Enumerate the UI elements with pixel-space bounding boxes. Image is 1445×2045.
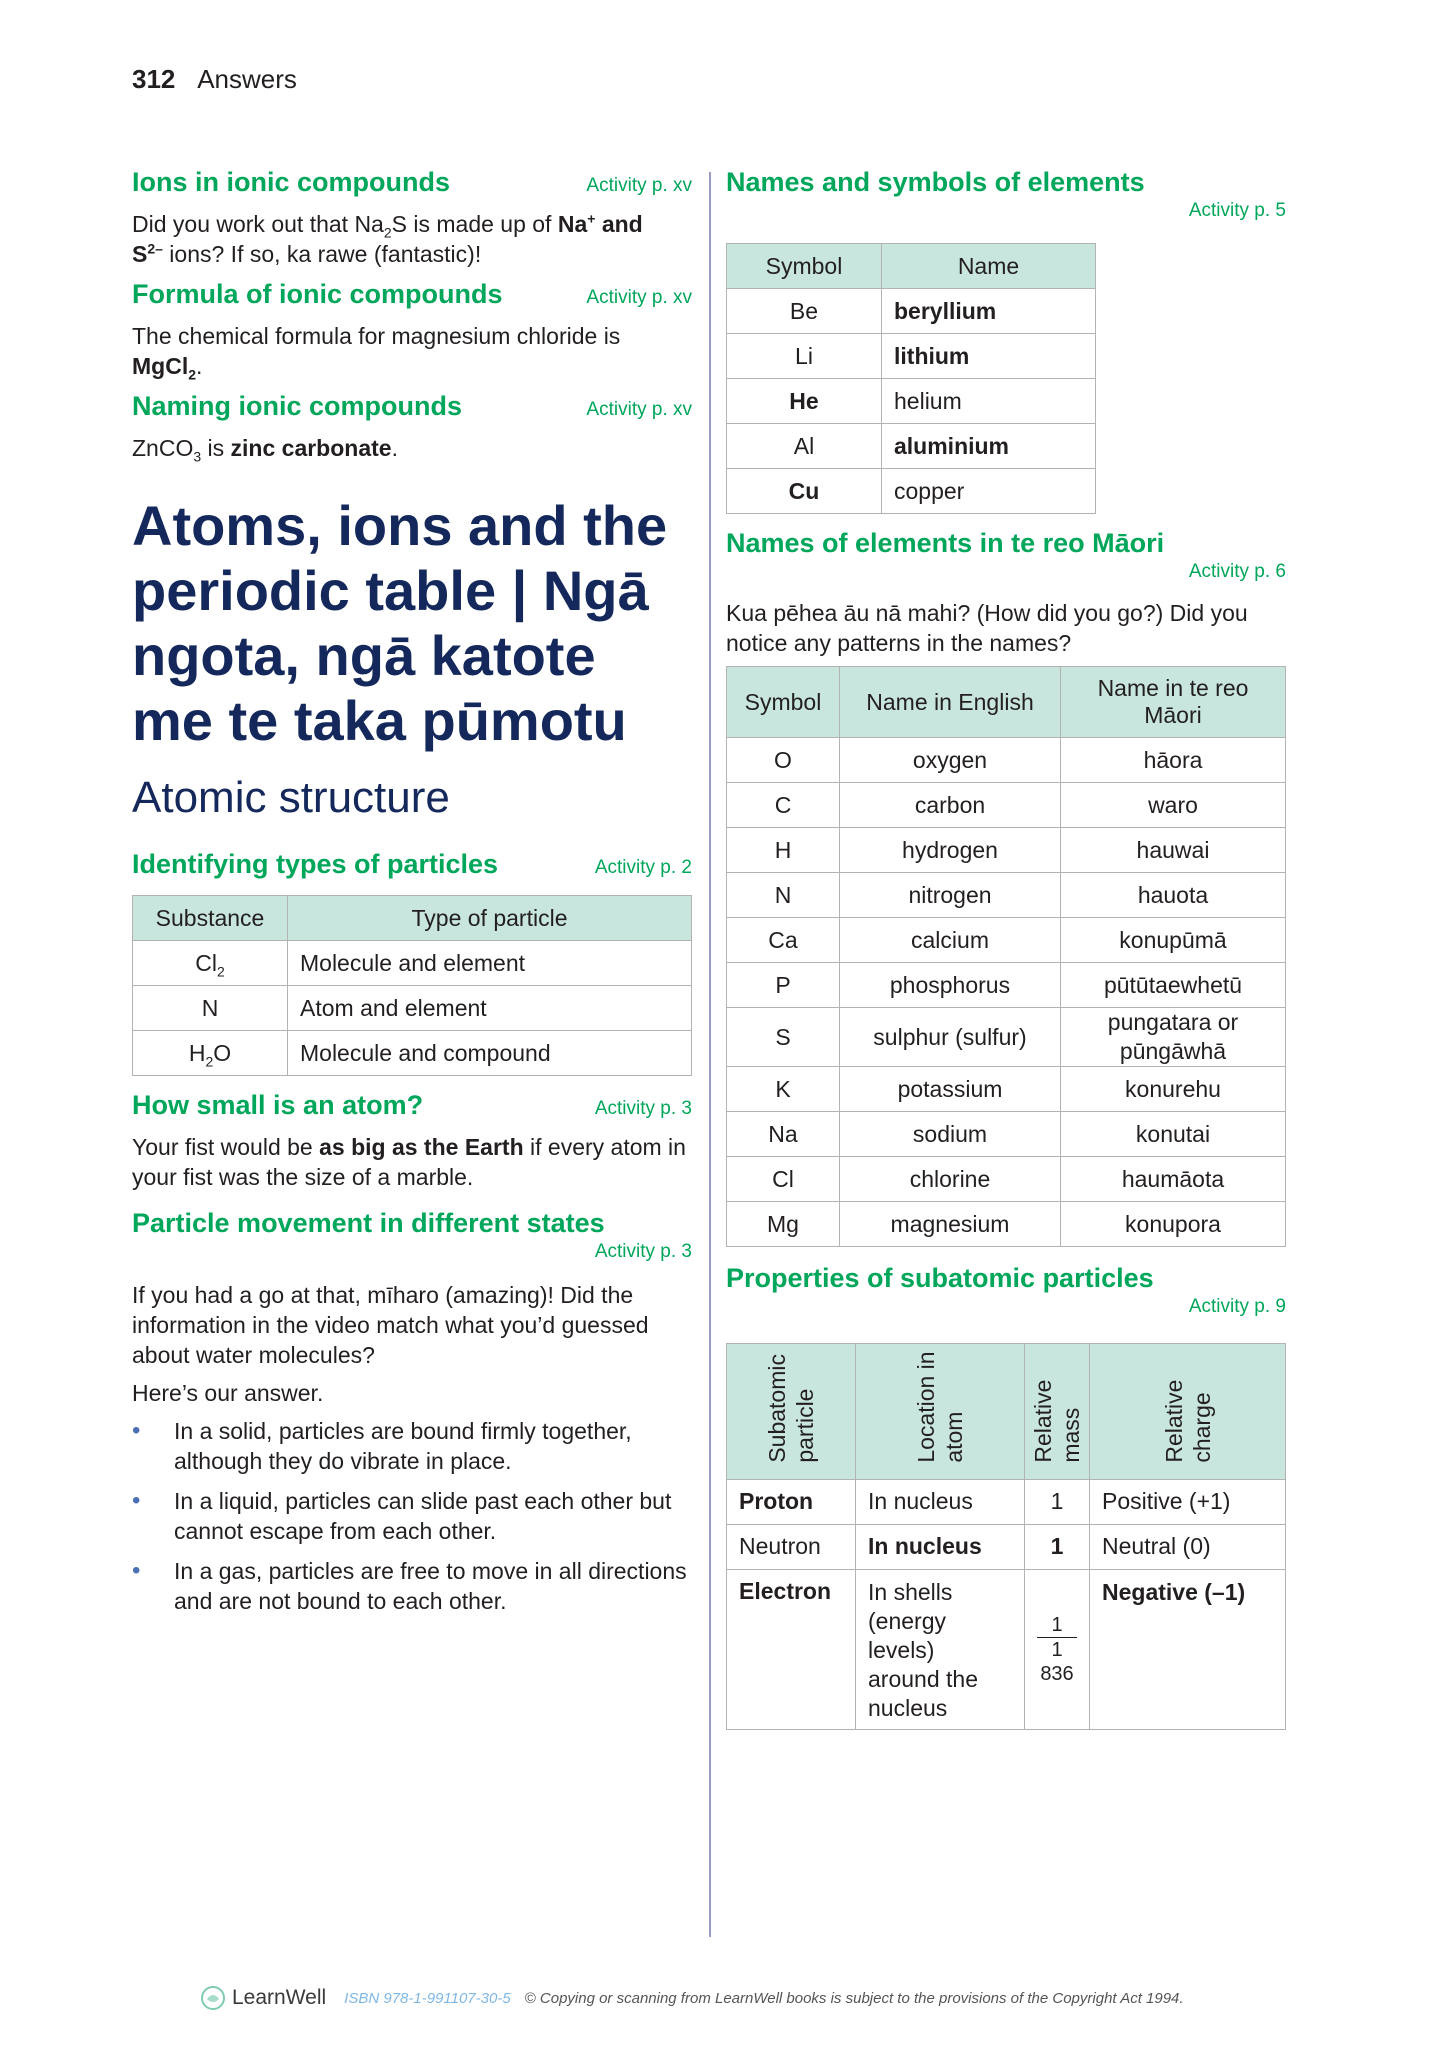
section-title: How small is an atom? (132, 1090, 424, 1120)
subchapter-title: Atomic structure (132, 773, 450, 822)
symbol-cell: Li (727, 334, 882, 379)
maori-names-table (726, 666, 1286, 1247)
english-name-cell: sulphur (sulfur) (840, 1008, 1061, 1067)
table-row (727, 963, 1286, 1008)
english-name-cell: chlorine (840, 1157, 1061, 1202)
english-name-cell: oxygen (840, 738, 1061, 783)
movement-lead: Here’s our answer. (132, 1380, 324, 1406)
particle-name-cell: Proton (727, 1479, 856, 1524)
list-item: • In a solid, particles are bound firmly together, although they do vibrate in place. (132, 1417, 632, 1474)
subatomic-table (726, 1343, 1286, 1730)
movement-intro: If you had a go at that, mīharo (amazing)! Did the information in the video match what you’d guessed about water molecules? (132, 1282, 649, 1368)
section-title: Naming ionic compounds (132, 391, 463, 421)
table-header-row (727, 244, 1096, 289)
column-header: Subatomic particle (727, 1344, 856, 1480)
symbol-cell: Al (727, 424, 882, 469)
bullet-icon: • (132, 1487, 141, 1514)
table-row (727, 1067, 1286, 1112)
table-row (727, 783, 1286, 828)
english-name-cell: hydrogen (840, 828, 1061, 873)
symbol-cell: He (727, 379, 882, 424)
maori-name-cell: konupūmā (1061, 918, 1286, 963)
table-row (727, 738, 1286, 783)
activity-ref: Activity p. 2 (594, 857, 692, 878)
list-item: • In a gas, particles are free to move in all directions and are not bound to each other. (132, 1557, 687, 1614)
table-row (727, 1008, 1286, 1067)
charge-cell: Positive (+1) (1090, 1479, 1286, 1524)
column-header: Name (882, 244, 1096, 289)
section-subatomic-title: Properties of subatomic particles (726, 1263, 1154, 1293)
section-symbols-title: Names and symbols of elements (726, 167, 1145, 197)
symbols-table (726, 243, 1096, 514)
mass-cell: 1 (1025, 1479, 1090, 1524)
symbol-cell: Be (727, 289, 882, 334)
column-header: Type of particle (288, 896, 692, 941)
maori-name-cell: konurehu (1061, 1067, 1286, 1112)
bullet-icon: • (132, 1557, 141, 1584)
copyright-notice: © Copying or scanning from LearnWell books is subject to the provisions of the Copyright Act 1994. (524, 1989, 1184, 2007)
activity-ref: Activity p. xv (586, 175, 692, 196)
section-title: Formula of ionic compounds (132, 279, 503, 309)
left-column (132, 165, 692, 1626)
english-name-cell: sodium (840, 1112, 1061, 1157)
substance-cell: N (133, 986, 288, 1031)
name-cell: beryllium (882, 289, 1096, 334)
table-row (727, 334, 1096, 379)
column-header: Name in te reo Māori (1061, 667, 1286, 738)
section-naming-heading (132, 389, 692, 423)
table-header-row (133, 896, 692, 941)
column-header: Symbol (727, 667, 840, 738)
table-header-row (727, 667, 1286, 738)
page-number: 312 (132, 64, 176, 94)
table-row (727, 1479, 1286, 1524)
symbol-cell: Cl (727, 1157, 840, 1202)
activity-ref: Activity p. 6 (1188, 561, 1286, 582)
section-title: Ions in ionic compounds (132, 167, 451, 197)
particle-type-cell: Molecule and compound (288, 1031, 692, 1076)
location-cell: In nucleus (856, 1479, 1025, 1524)
symbol-cell: C (727, 783, 840, 828)
list-item: • In a liquid, particles can slide past each other but cannot escape from each other. (132, 1487, 672, 1544)
substance-cell: $Cl_2$ (133, 941, 288, 986)
symbol-cell: Mg (727, 1202, 840, 1247)
particle-name-cell: Electron (727, 1569, 856, 1729)
table-row (727, 424, 1096, 469)
page-header (132, 64, 297, 95)
activity-ref: Activity p. 9 (1188, 1296, 1286, 1317)
particles-table (132, 895, 692, 1076)
column-header: Relative charge (1090, 1344, 1286, 1480)
table-row (727, 918, 1286, 963)
english-name-cell: potassium (840, 1067, 1061, 1112)
name-cell: lithium (882, 334, 1096, 379)
learnwell-logo: LearnWell (200, 1985, 326, 2011)
symbol-cell: H (727, 828, 840, 873)
right-column (726, 165, 1286, 1742)
english-name-cell: phosphorus (840, 963, 1061, 1008)
column-header: Symbol (727, 244, 882, 289)
table-header-row (727, 1344, 1286, 1480)
location-cell: In shells (energy levels) around the nucleus (856, 1569, 1025, 1729)
section-maori-title: Names of elements in te reo Māori (726, 528, 1165, 558)
movement-bullet-list (132, 1416, 692, 1616)
maori-name-cell: hauwai (1061, 828, 1286, 873)
location-cell: In nucleus (856, 1524, 1025, 1569)
charge-cell: Neutral (0) (1090, 1524, 1286, 1569)
name-cell: aluminium (882, 424, 1096, 469)
particle-name-cell: Neutron (727, 1524, 856, 1569)
english-name-cell: calcium (840, 918, 1061, 963)
section-small-atom-heading (132, 1088, 692, 1122)
section-ions-heading (132, 165, 692, 199)
name-cell: helium (882, 379, 1096, 424)
maori-name-cell: haumāota (1061, 1157, 1286, 1202)
table-row (727, 1569, 1286, 1729)
table-row (727, 828, 1286, 873)
section-movement-title: Particle movement in different states (132, 1208, 605, 1238)
activity-ref: Activity p. 3 (594, 1098, 692, 1119)
maori-intro: Kua pēhea āu nā mahi? (How did you go?) Did you notice any patterns in the names? (726, 600, 1248, 656)
column-header: Location in atom (856, 1344, 1025, 1480)
symbol-cell: N (727, 873, 840, 918)
table-row (133, 1031, 692, 1076)
learnwell-logo-icon (200, 1985, 226, 2011)
table-row (727, 1112, 1286, 1157)
mass-cell: 1 (1025, 1524, 1090, 1569)
symbol-cell: Na (727, 1112, 840, 1157)
maori-name-cell: pūtūtaewhetū (1061, 963, 1286, 1008)
table-row (133, 986, 692, 1031)
activity-ref: Activity p. xv (586, 399, 692, 420)
table-row (727, 289, 1096, 334)
maori-name-cell: konutai (1061, 1112, 1286, 1157)
formula-answer: The chemical formula for magnesium chloride is MgCl$_2$. (132, 323, 621, 383)
column-header: Relative mass (1025, 1344, 1090, 1480)
table-row (727, 873, 1286, 918)
english-name-cell: nitrogen (840, 873, 1061, 918)
maori-name-cell: pungatara or pūngāwhā (1061, 1008, 1286, 1067)
running-section-title: Answers (197, 64, 297, 94)
mass-fraction: $\frac{1}{1 836}$ (1037, 1613, 1077, 1686)
symbol-cell: K (727, 1067, 840, 1112)
symbol-cell: O (727, 738, 840, 783)
table-row (727, 469, 1096, 514)
column-divider (709, 172, 711, 1937)
ions-answer: Did you work out that $Na_2S$ is made up of Na+ and $S^{2-}$ ions? If so, ka rawe (fantastic)! (132, 210, 643, 267)
activity-ref: Activity p. xv (586, 287, 692, 308)
activity-ref: Activity p. 5 (1188, 200, 1286, 221)
table-row (727, 379, 1096, 424)
particle-type-cell: Molecule and element (288, 941, 692, 986)
charge-cell: Negative (–1) (1090, 1569, 1286, 1729)
column-header: Name in English (840, 667, 1061, 738)
column-header: Substance (133, 896, 288, 941)
english-name-cell: magnesium (840, 1202, 1061, 1247)
maori-name-cell: hāora (1061, 738, 1286, 783)
chapter-title: Atoms, ions and the periodic table | Ngā ngota, ngā katote me te taka pūmotu (132, 494, 668, 752)
symbol-cell: S (727, 1008, 840, 1067)
section-particles-heading (132, 847, 692, 881)
table-row (727, 1157, 1286, 1202)
section-formula-heading (132, 277, 692, 311)
section-title: Identifying types of particles (132, 849, 499, 879)
english-name-cell: carbon (840, 783, 1061, 828)
maori-name-cell: konupora (1061, 1202, 1286, 1247)
substance-cell: $H_2O$ (133, 1031, 288, 1076)
naming-answer: ZnCO$_3$ is zinc carbonate. (132, 435, 398, 465)
symbol-cell: P (727, 963, 840, 1008)
table-row (133, 941, 692, 986)
name-cell: copper (882, 469, 1096, 514)
symbol-cell: Ca (727, 918, 840, 963)
maori-name-cell: waro (1061, 783, 1286, 828)
symbol-cell: Cu (727, 469, 882, 514)
maori-table-body (727, 738, 1286, 1247)
particle-type-cell: Atom and element (288, 986, 692, 1031)
mass-cell (1025, 1569, 1090, 1729)
table-row (727, 1524, 1286, 1569)
bullet-icon: • (132, 1417, 141, 1444)
table-row (727, 1202, 1286, 1247)
page-footer (200, 1985, 1184, 2011)
activity-ref: Activity p. 3 (594, 1241, 692, 1262)
maori-name-cell: hauota (1061, 873, 1286, 918)
small-atom-answer: Your fist would be as big as the Earth if every atom in your fist was the size of a marble. (132, 1134, 686, 1190)
isbn: ISBN 978-1-991107-30-5 (344, 1989, 511, 2007)
